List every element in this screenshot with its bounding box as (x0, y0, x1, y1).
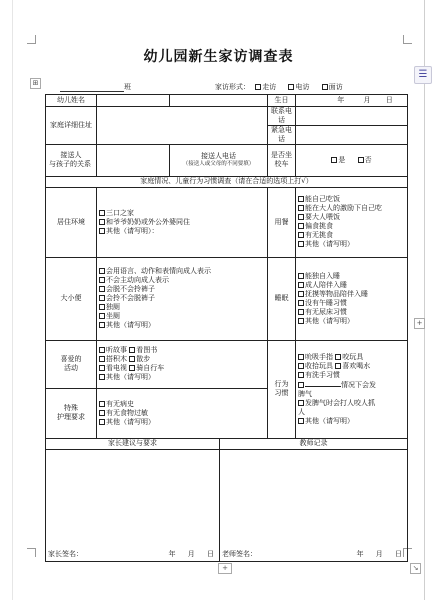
behavior-checkbox[interactable] (335, 363, 341, 369)
living-option-checkbox[interactable] (99, 228, 105, 234)
behavior-checkbox[interactable] (335, 354, 341, 360)
activity-checkbox[interactable] (99, 347, 105, 353)
toilet-option-checkbox[interactable] (99, 268, 105, 274)
activities-options (97, 340, 268, 388)
sleep-option-checkbox[interactable] (298, 282, 304, 288)
behavior-option-label: 收拾玩具 (305, 361, 333, 370)
pickup-person-text: 接送人 (60, 151, 82, 160)
activity-label: 散步 (136, 355, 151, 364)
sleep-option-checkbox[interactable] (298, 309, 304, 315)
behavior-option-label: 情况下会发 (341, 380, 376, 389)
teacher-date-month: 月 (375, 549, 383, 558)
activity-checkbox[interactable] (99, 365, 105, 371)
toilet-option-checkbox[interactable] (99, 286, 105, 292)
margin-corner-top-right (403, 35, 412, 44)
activity-checkbox[interactable] (129, 356, 135, 362)
sleep-option-checkbox[interactable] (298, 318, 304, 324)
teacher-date-year: 年 (356, 549, 364, 558)
teacher-section-title: 教师记录 (220, 438, 408, 449)
school-bus-no-label: 否 (364, 155, 372, 164)
toilet-label: 大小便 (46, 257, 97, 340)
activity-label: 看图书 (136, 346, 158, 355)
toilet-option-label: 不会主动向成人表示 (106, 276, 169, 285)
class-field[interactable] (60, 82, 131, 92)
behavior-options (296, 340, 408, 438)
child-name-extra[interactable] (170, 95, 268, 107)
activity-checkbox[interactable] (129, 365, 135, 371)
birthday-year-label: 年 (337, 96, 345, 105)
school-bus-yes-checkbox[interactable] (331, 157, 337, 163)
side-panel-icon[interactable]: ☰ (414, 66, 432, 84)
sleep-options (296, 257, 408, 340)
visit-phone-checkbox[interactable] (288, 84, 294, 90)
behavior-checkbox[interactable] (298, 400, 304, 406)
meal-option-checkbox[interactable] (298, 241, 304, 247)
behavior-checkbox[interactable] (298, 382, 304, 388)
behavior-option-label: 咬玩具 (342, 353, 364, 361)
school-bus-yes-label: 是 (338, 155, 346, 164)
behavior-checkbox[interactable] (298, 354, 304, 360)
toilet-option-checkbox[interactable] (99, 277, 105, 283)
special-care-label-line1: 特殊 (64, 404, 78, 413)
meal-option-checkbox[interactable] (298, 232, 304, 238)
meal-option-label: 要大人喂饭 (305, 213, 340, 222)
parent-date-year: 年 (168, 549, 176, 558)
living-options (97, 187, 268, 257)
meal-option-label: 能在大人的激励下自己吃 (305, 204, 382, 213)
pickup-relation-text: 与孩子的关系 (49, 160, 91, 169)
emergency-phone-label: 紧急电话 (268, 125, 296, 144)
activities-label-line1: 喜爱的 (60, 355, 82, 364)
teacher-signature-label: 老师签名： (222, 549, 257, 558)
toilet-option-label: 会脱不会拎裤子 (106, 285, 155, 294)
behavior-option-cont: 人 (298, 407, 305, 416)
meal-option-label: 偏食挑食 (305, 222, 333, 231)
visit-face-label: 面访 (328, 83, 343, 91)
contact-phone-label: 联系电话 (268, 107, 296, 126)
pickup-relation-value[interactable] (97, 144, 170, 176)
special-care-checkbox[interactable] (99, 419, 105, 425)
meal-option-label: 其他（请写明） (305, 240, 354, 249)
special-care-options (97, 388, 268, 438)
parent-date-day: 日 (207, 549, 214, 558)
teacher-date-day: 日 (395, 549, 402, 558)
behavior-option-label: 喜欢喝水 (342, 361, 371, 370)
special-care-label (46, 388, 97, 438)
school-bus-label: 是否坐校车 (268, 144, 296, 176)
pickup-phone-text: 接送人电话 (201, 152, 236, 161)
toilet-option-checkbox[interactable] (99, 295, 105, 301)
behavior-blank-underline[interactable] (305, 380, 341, 387)
pickup-phone-note: （接送人或父母的不同要填） (182, 161, 255, 168)
emergency-phone-value[interactable] (296, 125, 408, 144)
sleep-option-label: 能独自入睡 (305, 271, 340, 280)
document-title: 幼儿园新生家访调查表 (143, 49, 294, 65)
behavior-label-line2: 习惯 (274, 389, 289, 398)
birthday-value[interactable] (296, 95, 408, 107)
parent-section-title: 家长建议与要求 (46, 438, 220, 449)
activity-label: 搭积木 (106, 355, 127, 364)
toilet-option-checkbox[interactable] (99, 304, 105, 310)
pickup-relation-label (46, 144, 97, 176)
address-value[interactable] (97, 107, 268, 145)
meal-option-checkbox[interactable] (298, 223, 304, 229)
parent-signature-label: 家长签名： (48, 549, 83, 558)
visit-form-label: 家访形式： (215, 83, 250, 91)
behavior-label-line1: 行为 (274, 380, 289, 389)
visit-form-row (215, 82, 343, 92)
visit-phone-label: 电访 (295, 83, 310, 91)
margin-corner-top-left (27, 35, 36, 44)
toilet-option-label: 独厕 (106, 303, 120, 312)
meal-option-checkbox[interactable] (298, 205, 304, 211)
address-label: 家庭详细住址 (46, 107, 97, 145)
activity-checkbox[interactable] (99, 356, 105, 362)
section-title: 家庭情况、儿童行为习惯调查（请在合适的选项上打√） (46, 176, 408, 187)
meal-options (296, 187, 408, 257)
toilet-option-label: 坐厕 (106, 312, 120, 321)
special-care-checkbox[interactable] (99, 401, 105, 407)
toilet-option-label: 会拎不会脱裤子 (106, 294, 155, 303)
school-bus-options (296, 144, 408, 176)
special-care-option-label: 有无食物过敏 (106, 408, 148, 417)
pickup-phone-label (170, 144, 268, 176)
class-suffix: 班 (124, 83, 131, 91)
parent-date-month: 月 (187, 549, 195, 558)
behavior-checkbox[interactable] (298, 418, 304, 424)
living-option-label: 和爷爷奶奶或外公外婆同住 (106, 217, 190, 226)
living-option-label: 三口之家 (106, 208, 134, 217)
toilet-option-checkbox[interactable] (99, 313, 105, 319)
sleep-label: 睡眠 (268, 257, 296, 340)
special-care-checkbox[interactable] (99, 410, 105, 416)
activities-label (46, 340, 97, 388)
behavior-label (268, 340, 296, 438)
school-bus-no-checkbox[interactable] (358, 157, 364, 163)
meal-label: 用餐 (268, 187, 296, 257)
activity-checkbox[interactable] (129, 347, 135, 353)
activities-label-line2: 活动 (64, 364, 78, 373)
birthday-label: 生日 (268, 95, 296, 107)
teacher-record-area[interactable] (220, 449, 408, 561)
meal-option-label: 能自己吃饭 (305, 195, 340, 204)
sleep-option-checkbox[interactable] (298, 300, 304, 306)
meal-option-label: 有无挑食 (305, 231, 333, 240)
contact-phone-value[interactable] (296, 107, 408, 126)
behavior-option-label: 吮吸手指 (305, 353, 333, 361)
activity-label: 其他（请写明） (106, 373, 155, 382)
table-move-handle-icon[interactable]: ⊞ (30, 78, 41, 89)
toilet-option-label: 会用语言、动作和表情向成人表示 (106, 267, 211, 276)
behavior-option-cont: 脾气 (298, 389, 312, 398)
class-underline (60, 83, 124, 92)
sleep-option-label: 有无尿床习惯 (305, 307, 347, 316)
living-option-checkbox[interactable] (99, 219, 105, 225)
toilet-options (97, 257, 268, 340)
add-row-icon[interactable]: + (218, 563, 232, 574)
meal-option-checkbox[interactable] (298, 196, 304, 202)
parent-suggestion-area[interactable] (46, 449, 220, 561)
special-care-option-label: 其他（请写明） (106, 417, 155, 426)
margin-corner-bottom-left (27, 548, 36, 557)
sleep-option-label: 成人陪伴入睡 (305, 280, 347, 289)
child-name-value[interactable] (97, 95, 170, 107)
living-option-label: 其他（请写明）： (106, 226, 159, 235)
sleep-option-label: 没有午睡习惯 (305, 298, 347, 307)
special-care-label-line2: 护理要求 (57, 413, 85, 422)
activity-label: 骑自行车 (136, 364, 165, 373)
sleep-option-label: 其他（请写明） (305, 316, 354, 325)
visit-walk-label: 走访 (262, 83, 277, 91)
activity-checkbox[interactable] (99, 374, 105, 380)
survey-table (45, 94, 408, 562)
behavior-option-label: 有洗手习惯 (305, 370, 340, 379)
toilet-option-label: 其他（请写明） (106, 321, 155, 330)
meal-option-checkbox[interactable] (298, 214, 304, 220)
birthday-day-label: 日 (385, 96, 393, 105)
child-name-label: 幼儿姓名 (46, 95, 97, 107)
activity-label: 听故事 (106, 346, 127, 355)
behavior-option-label: 其他（请写明） (305, 416, 354, 425)
sleep-option-label: 抚摸等物品陪伴入睡 (305, 289, 368, 298)
behavior-checkbox[interactable] (298, 372, 304, 378)
sleep-option-checkbox[interactable] (298, 291, 304, 297)
living-label: 居住环境 (46, 187, 97, 257)
visit-face-checkbox[interactable] (322, 84, 328, 90)
birthday-month-label: 月 (363, 96, 371, 105)
activity-label: 看电视 (106, 364, 127, 373)
behavior-option-label: 发脾气时会打人咬人抓 (305, 398, 375, 407)
visit-walk-checkbox[interactable] (255, 84, 261, 90)
add-column-icon[interactable]: + (414, 318, 425, 329)
special-care-option-label: 有无病史 (106, 399, 134, 408)
sleep-option-checkbox[interactable] (298, 273, 304, 279)
table-resize-icon[interactable]: ↘ (410, 563, 421, 574)
toilet-option-checkbox[interactable] (99, 322, 105, 328)
behavior-checkbox[interactable] (298, 363, 304, 369)
living-option-checkbox[interactable] (99, 210, 105, 216)
